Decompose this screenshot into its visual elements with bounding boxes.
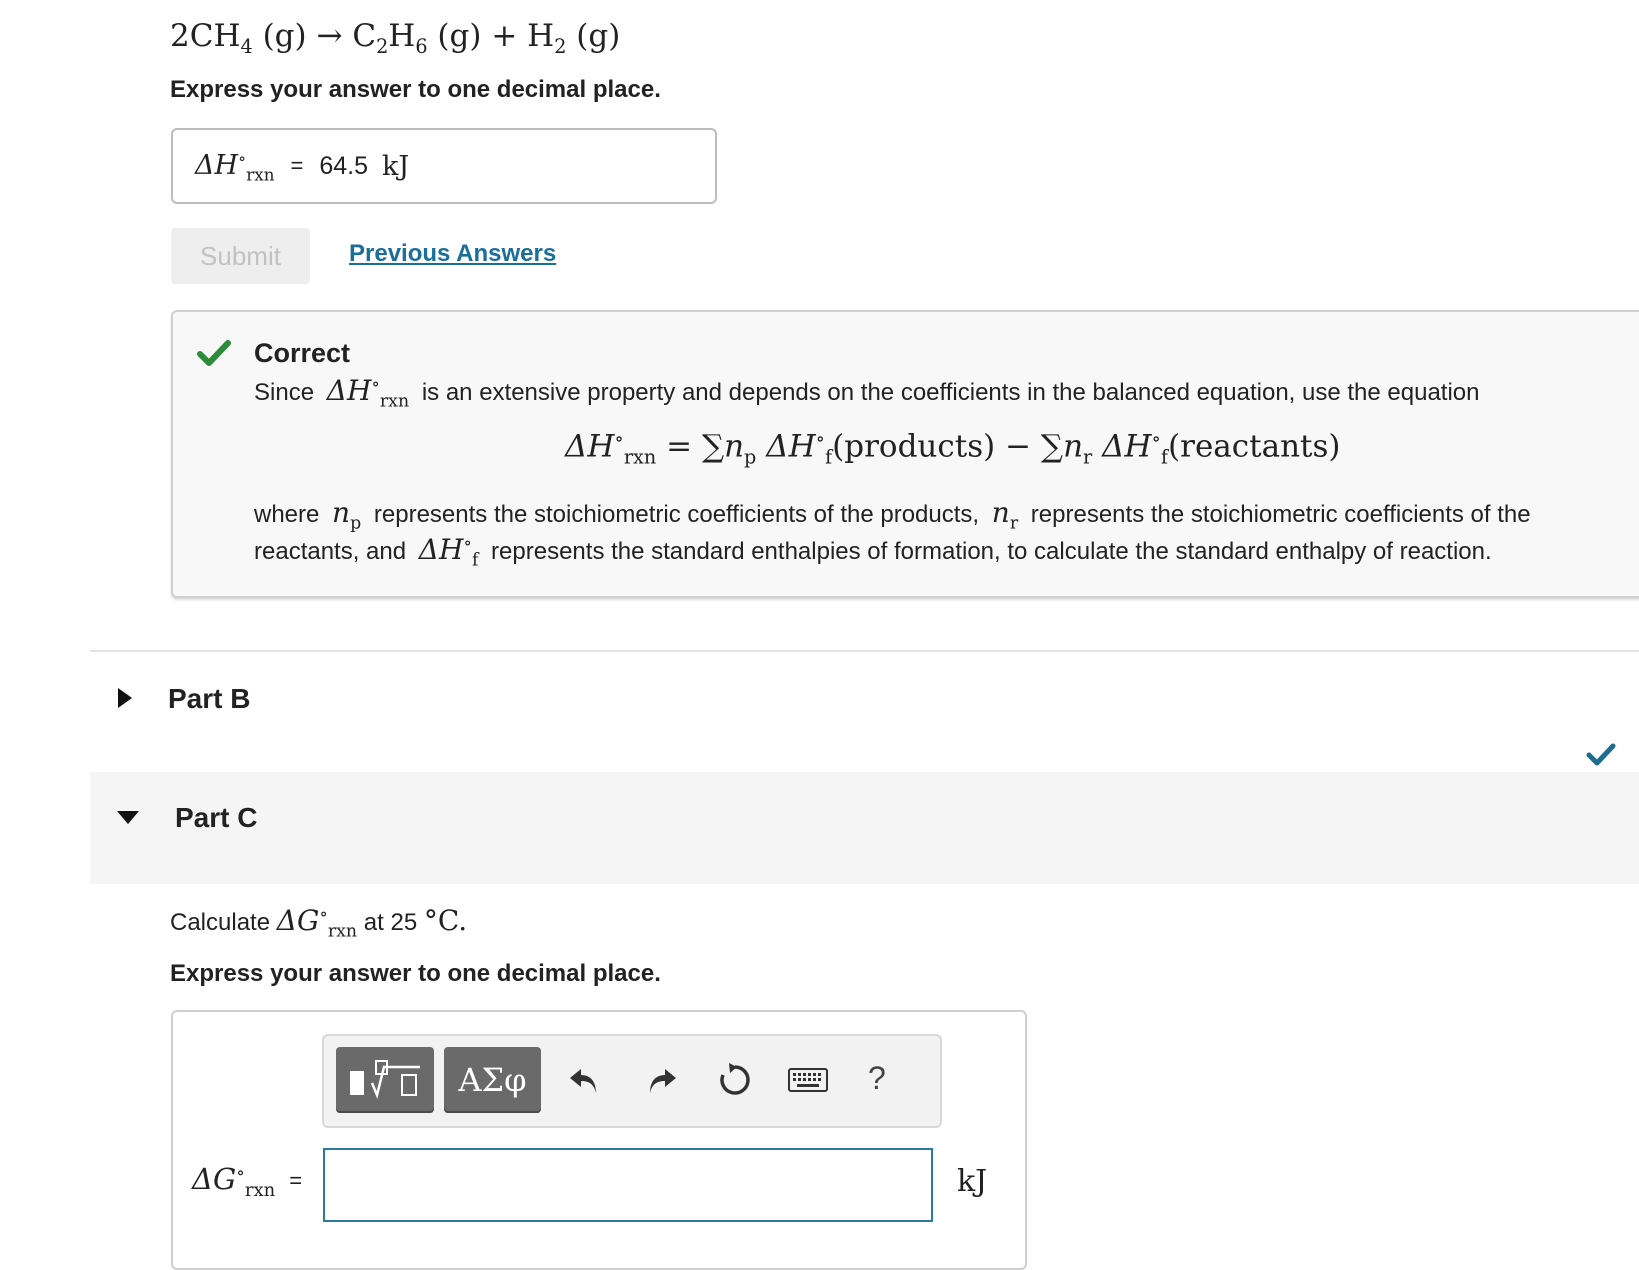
- redo-icon[interactable]: [640, 1058, 684, 1102]
- templates-button[interactable]: [336, 1047, 434, 1113]
- part-a-answer-display: $\Delta H^\circ_{rxn}$ = 64.5 kJ: [171, 128, 717, 204]
- part-c-label[interactable]: Part C: [175, 802, 258, 833]
- answer-unit-kj: kJ: [957, 1164, 988, 1199]
- delta-g-answer-input[interactable]: [323, 1148, 933, 1222]
- section-divider: [90, 650, 1639, 652]
- enthalpy-formula: $\Delta H^\circ_{rxn} = \sum n_p$ $\Delta H^\circ_f(products) - \sum n_r$ $\Delta H^\circ_f(reactants)$: [565, 427, 1341, 469]
- keyboard-icon[interactable]: [786, 1058, 830, 1102]
- part-b-header[interactable]: [90, 660, 1639, 770]
- feedback-status: Correct: [254, 338, 351, 368]
- expand-triangle-icon[interactable]: [118, 688, 132, 708]
- feedback-line-3: reactants, and $\Delta H^\circ_f$ represents the standard enthalpies of formation, to calculate the standard enthalpy of reaction.: [254, 533, 1492, 571]
- feedback-line-2: where $n_p$ represents the stoichiometric coefficients of the products, $n_r$ represents the stoichiometric coefficients of the: [254, 496, 1531, 534]
- answer-value: 64.5: [319, 151, 369, 180]
- delta-h-rxn-symbol: $\Delta H^\circ_{rxn}$: [195, 147, 275, 185]
- correct-check-icon: [197, 338, 231, 368]
- delta-g-rxn-label: $\Delta G^\circ_{rxn}$ =: [192, 1162, 303, 1201]
- reset-icon[interactable]: [713, 1058, 757, 1102]
- part-b-label[interactable]: Part B: [168, 683, 251, 714]
- greek-symbols-button[interactable]: ΑΣφ: [444, 1047, 541, 1113]
- part-a-instruction: Express your answer to one decimal place.: [170, 76, 661, 103]
- undo-icon[interactable]: [562, 1058, 606, 1102]
- collapse-triangle-icon[interactable]: [117, 811, 139, 824]
- templates-icon: [346, 1057, 424, 1103]
- answer-unit: kJ: [382, 150, 410, 182]
- submit-button[interactable]: Submit: [171, 228, 310, 284]
- part-c-header[interactable]: [90, 772, 1639, 884]
- feedback-line-1: Since $\Delta H^\circ_{rxn}$ is an extensive property and depends on the coefficients in the balanced equation, use the equation: [254, 374, 1480, 412]
- part-c-instruction: Express your answer to one decimal place.: [170, 960, 661, 987]
- part-b-complete-check-icon: [1586, 742, 1616, 768]
- previous-answers-link[interactable]: Previous Answers: [349, 240, 557, 267]
- help-button[interactable]: ?: [868, 1060, 886, 1096]
- part-c-question: Calculate $\Delta G^\circ_{rxn}$ at 25 °C.: [170, 904, 468, 942]
- reaction-equation: $2CH_4$ $(g) \to C_2H_6$ $(g) + H_2$ (g): [170, 18, 621, 59]
